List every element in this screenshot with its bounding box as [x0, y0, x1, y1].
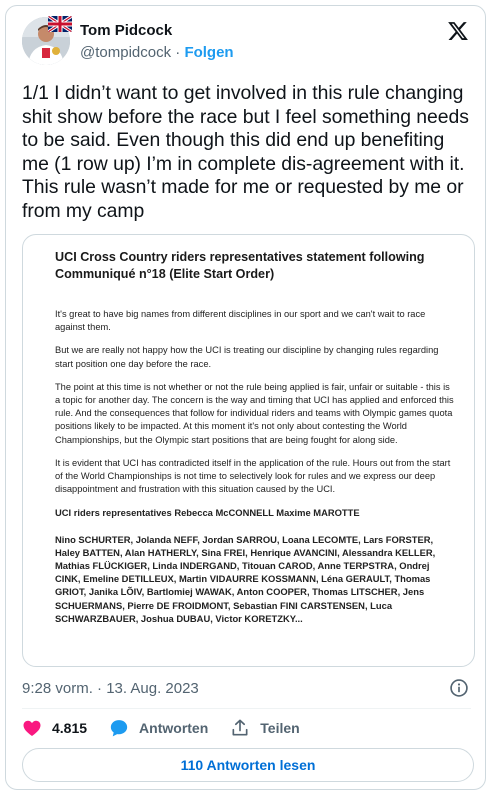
statement-paragraph: It is evident that UCI has contradicted itself in the application of the rule. Hours out from the start of the World Championships is not time to selectively look for rules and we express our deep disappointment and frustration with this situation caused by the UCI.: [55, 457, 451, 495]
statement-paragraph: The point at this time is not whether or not the rule being applied is fair, unfair or suitable - this is a topic for another day. The concern is the way and timing that UCI has applied and enforced this rule. And the consequences that follow for individual riders and teams with Olympic games quota positions likely to be impacted. At this moment it's not only about contesting the World Championships, but the Olympic start positions that are being fought for along side.: [55, 381, 454, 445]
union-jack-flag-icon: [48, 16, 72, 32]
like-button[interactable]: [22, 718, 87, 738]
like-count: 4.815: [52, 720, 88, 736]
divider: [22, 708, 471, 709]
tweet-timestamp[interactable]: 9:28 vorm. · 13. Aug. 2023: [22, 680, 199, 697]
attached-statement-image[interactable]: [22, 234, 475, 667]
x-logo-icon[interactable]: [447, 20, 469, 42]
heart-icon: [22, 718, 42, 738]
statement-paragraph: But we are really not happy how the UCI is treating our discipline by changing rules regarding start position one day before the race.: [55, 345, 439, 369]
action-bar: [22, 716, 322, 740]
reply-label: Antworten: [139, 720, 209, 736]
handle-separator: ·: [175, 44, 181, 61]
tweet-text: 1/1 I didn’t want to get involved in this rule changing shit show before the race but I feel something needs to be said. Even though this did end up benefiting me (1 row up) I’m in complete dis-agreement with it. This rule wasn’t made for me or requested by me or from my camp: [22, 82, 469, 222]
author-handle[interactable]: @tompidcock: [80, 44, 172, 61]
read-replies-button[interactable]: 110 Antworten lesen: [22, 748, 474, 782]
info-icon[interactable]: [449, 678, 469, 698]
share-upload-icon: [230, 718, 250, 738]
speech-bubble-icon: [109, 718, 129, 738]
author-name[interactable]: Tom Pidcock: [80, 22, 173, 39]
follow-button[interactable]: Folgen: [184, 44, 234, 61]
statement-rider-names: Nino SCHURTER, Jolanda NEFF, Jordan SARROU, Loana LECOMTE, Lars FORSTER, Haley BATTEN, Alan HATHERLY, Sina FREI, Henrique AVANCINI, Alessandra KELLER, Mathias FLÜCKIGER, Linda INDERGAND, Titouan CAROD, Anne TERPSTRA, Ondrej CINK, Emeline DETILLEUX, Martin VIDAURRE KOSSMANN, Léna GERAULT, Thomas GRIOT, Janika LÕIV, Bartlomiej WAWAK, Anton COOPER, Thomas LITSCHER, Jens SCHUERMANS, Pierre DE FROIDMONT, Sebastian FINI CARSTENSEN, Luca SCHWARZBAUER, Joshua DUBAU, Victor KORETZKY...: [55, 533, 436, 624]
statement-title: UCI Cross Country riders representatives statement following Communiqué n°18 (Elite Start Order): [55, 250, 425, 281]
share-label: Teilen: [260, 720, 300, 736]
statement-signatories: UCI riders representatives Rebecca McCONNELL Maxime MAROTTE: [55, 507, 360, 519]
reply-button[interactable]: [109, 718, 208, 738]
author-handle-row: [80, 43, 234, 63]
statement-body: [55, 308, 455, 625]
share-button[interactable]: [230, 718, 299, 738]
tweet-card: [5, 5, 486, 790]
statement-paragraph: It's great to have big names from different disciplines in our sport and we can't wait to race against them.: [55, 309, 426, 333]
